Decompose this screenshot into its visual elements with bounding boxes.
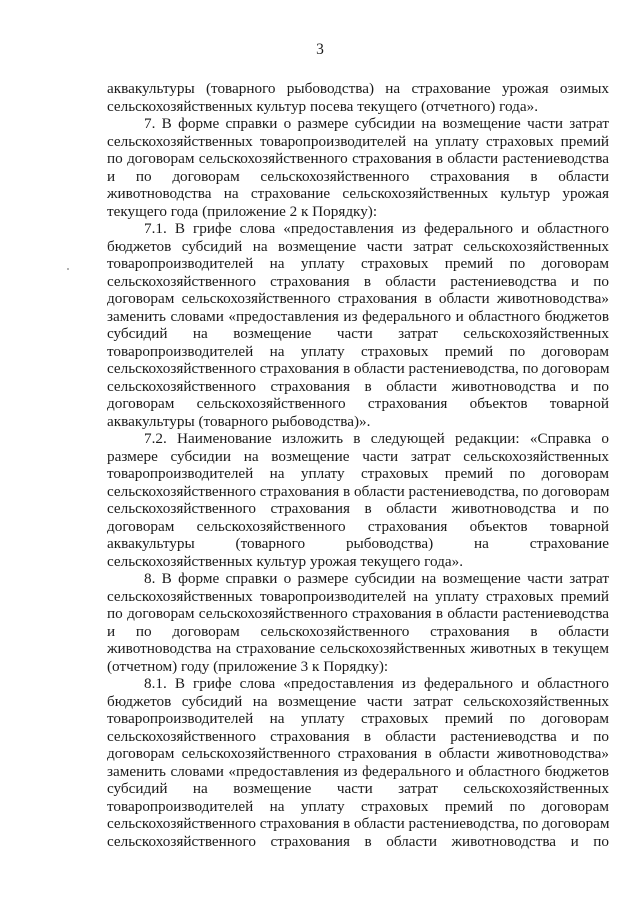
text-line: товаропроизводителей на уплату страховых премий по договорам [107,255,609,272]
text-line: договорам сельскохозяйственного страхования в области животноводства» [107,745,609,762]
text-line: товаропроизводителей на уплату страховых премий по договорам [107,465,609,482]
text-line: аквакультуры (товарного рыбоводства) на страхование [107,535,609,552]
text-line: сельскохозяйственного страхования в области растениеводства, по договорам [107,360,610,377]
text-line: 8.1. В грифе слова «предоставления из федерального и областного [144,675,609,692]
text-line: 7.1. В грифе слова «предоставления из федерального и областного [144,220,609,237]
text-line: договорам сельскохозяйственного страхования в области животноводства» [107,290,609,307]
text-line: размере субсидии на возмещение части затрат сельскохозяйственных [107,447,609,465]
text-line: сельскохозяйственных товаропроизводителей на уплату страховых премий [107,587,609,605]
text-line: сельскохозяйственного страхования в области растениеводства, по договорам [107,482,610,500]
text-line: сельскохозяйственного страхования в области животноводства и по [107,500,609,517]
text-line: бюджетов субсидий на возмещение части затрат сельскохозяйственных [107,237,609,255]
text-line: товаропроизводителей на уплату страховых премий по договорам [107,342,609,360]
text-line: сельскохозяйственного страхования в области животноводства и по [107,377,609,395]
text-line: товаропроизводителей на уплату страховых премий по договорам [107,797,609,815]
text-line: 7.2. Наименование изложить в следующей редакции: «Справка о [144,430,609,447]
text-line: сельскохозяйственных культур урожая текущего года». [107,552,464,570]
text-line: заменить словами «предоставления из федерального и областного бюджетов [107,762,609,780]
text-line: по договорам сельскохозяйственного страхования в области растениеводства [107,150,609,167]
text-line: по договорам сельскохозяйственного страхования в области растениеводства [107,605,609,622]
text-line: товаропроизводителей на уплату страховых премий по договорам [107,710,609,727]
text-line: сельскохозяйственного страхования в области растениеводства, по договорам [107,815,610,832]
text-line: сельскохозяйственного страхования в области растениеводства и по [107,272,609,290]
text-line: животноводства на страхование сельскохозяйственных животных в текущем [107,640,609,657]
text-line: аквакультуры (товарного рыбоводства)». [107,412,371,430]
text-line: 7. В форме справки о размере субсидии на возмещение части затрат [144,115,609,132]
text-line: сельскохозяйственного страхования в области животноводства и по [107,832,609,850]
text-line: текущего года (приложение 2 к Порядку): [107,202,378,220]
document-body [107,80,609,850]
text-line: договорам сельскохозяйственного страхования объектов товарной [107,395,609,412]
text-line: сельскохозяйственных культур посева текущего (отчетного) года». [107,97,539,115]
text-line: животноводства на страхование сельскохозяйственных культур урожая [107,185,609,202]
text-line: субсидий на возмещение части затрат сельскохозяйственных [107,325,609,342]
text-line: сельскохозяйственных товаропроизводителей на уплату страховых премий [107,132,609,150]
text-line: заменить словами «предоставления из федерального и областного бюджетов [107,307,609,325]
text-line: субсидий на возмещение части затрат сельскохозяйственных [107,780,609,797]
text-line: 8. В форме справки о размере субсидии на возмещение части затрат [144,570,609,587]
scan-speck [67,268,69,270]
text-line: сельскохозяйственного страхования в области растениеводства и по [107,727,609,745]
text-line: и по договорам сельскохозяйственного страхования в области [107,622,609,640]
page-number: 3 [316,41,324,58]
text-line: договорам сельскохозяйственного страхования объектов товарной [107,517,609,535]
text-line: (отчетном) году (приложение 3 к Порядку): [107,657,389,675]
text-line: аквакультуры (товарного рыбоводства) на страхование урожая озимых [107,80,609,97]
text-line: и по договорам сельскохозяйственного страхования в области [107,167,609,185]
text-line: бюджетов субсидий на возмещение части затрат сельскохозяйственных [107,692,609,710]
